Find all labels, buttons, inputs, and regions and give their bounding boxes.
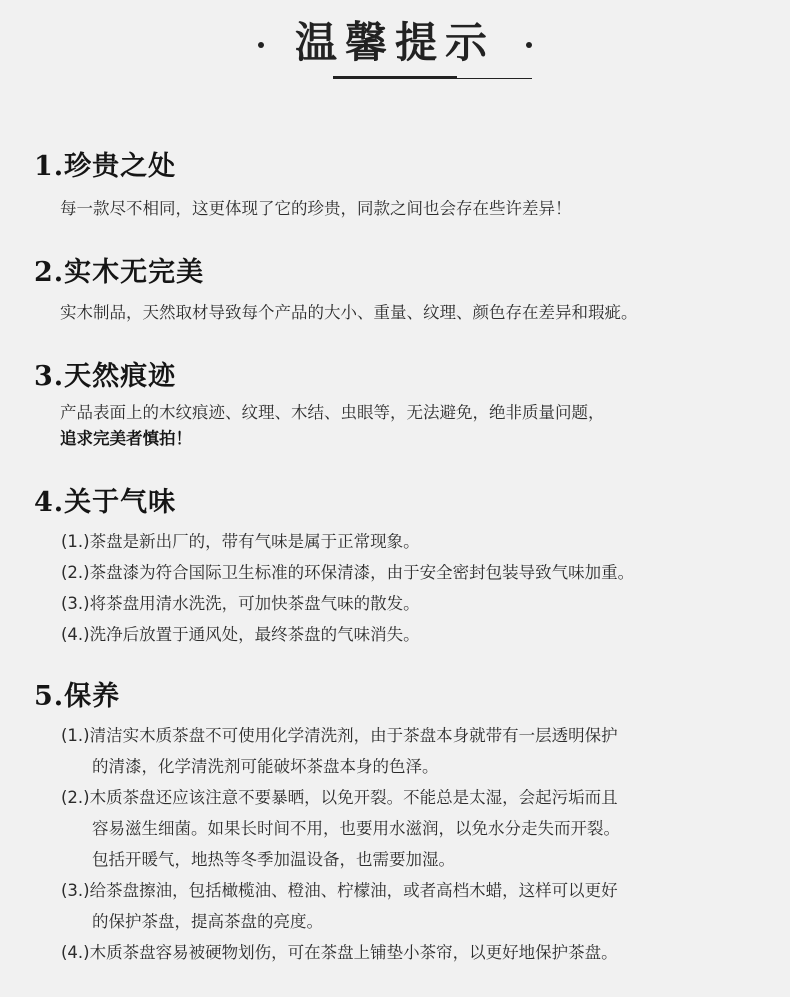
section-title: 4.关于气味 [34, 487, 177, 518]
list-item-continuation: 的清漆，化学清洗剂可能破坏茶盘本身的色泽。 [92, 757, 439, 776]
title-underline-thin [457, 78, 532, 79]
list-item-continuation: 包括开暖气，地热等冬季加温设备，也需要加湿。 [92, 850, 455, 869]
section-text: 产品表面上的木纹痕迹、纹理、木结、虫眼等，无法避免，绝非质量问题， [60, 403, 605, 422]
list-item-continuation: 容易滋生细菌。如果长时间不用，也要用水滋润，以免水分走失而开裂。 [92, 819, 620, 838]
list-item: (3.)将茶盘用清水洗洗，可加快茶盘气味的散发。 [61, 594, 420, 613]
list-item: (2.)茶盘漆为符合国际卫生标准的环保清漆，由于安全密封包装导致气味加重。 [61, 563, 635, 582]
section-text: 每一款尽不相同，这更体现了它的珍贵，同款之间也会存在些许差异！ [60, 199, 572, 218]
section-3 [34, 360, 774, 452]
list-item: (2.)木质茶盘还应该注意不要暴晒，以免开裂。不能总是太湿，会起污垢而且 [61, 788, 618, 807]
section-title: 2.实木无完美 [34, 257, 205, 288]
header [0, 14, 790, 84]
section-2 [34, 256, 774, 328]
section-title: 5.保养 [34, 681, 121, 712]
title-wrap [258, 14, 532, 74]
list-item: (3.)给茶盘擦油，包括橄榄油、橙油、柠檬油，或者高档木蜡，这样可以更好 [61, 881, 618, 900]
page-title: 温馨提示 [294, 18, 495, 67]
title-dot-left [258, 42, 264, 48]
section-text: 实木制品，天然取材导致每个产品的大小、重量、纹理、颜色存在差异和瑕疵。 [60, 303, 638, 322]
section-5 [34, 680, 774, 968]
section-text-emphasis: 追求完美者慎拍！ [60, 429, 192, 448]
list-item: (4.)洗净后放置于通风处，最终茶盘的气味消失。 [61, 625, 420, 644]
title-underline-thick [333, 76, 457, 79]
list-item: (4.)木质茶盘容易被硬物划伤，可在茶盘上铺垫小茶帘，以更好地保护茶盘。 [61, 943, 618, 962]
section-title: 3.天然痕迹 [34, 361, 177, 392]
list-item-continuation: 的保护茶盘，提高茶盘的亮度。 [92, 912, 323, 931]
title-dot-right [526, 42, 532, 48]
section-4 [34, 486, 774, 650]
list-item: (1.)清洁实木质茶盘不可使用化学清洗剂，由于茶盘本身就带有一层透明保护 [61, 726, 618, 745]
section-1 [34, 150, 774, 224]
section-title: 1.珍贵之处 [34, 151, 177, 182]
list-item: (1.)茶盘是新出厂的，带有气味是属于正常现象。 [61, 532, 420, 551]
